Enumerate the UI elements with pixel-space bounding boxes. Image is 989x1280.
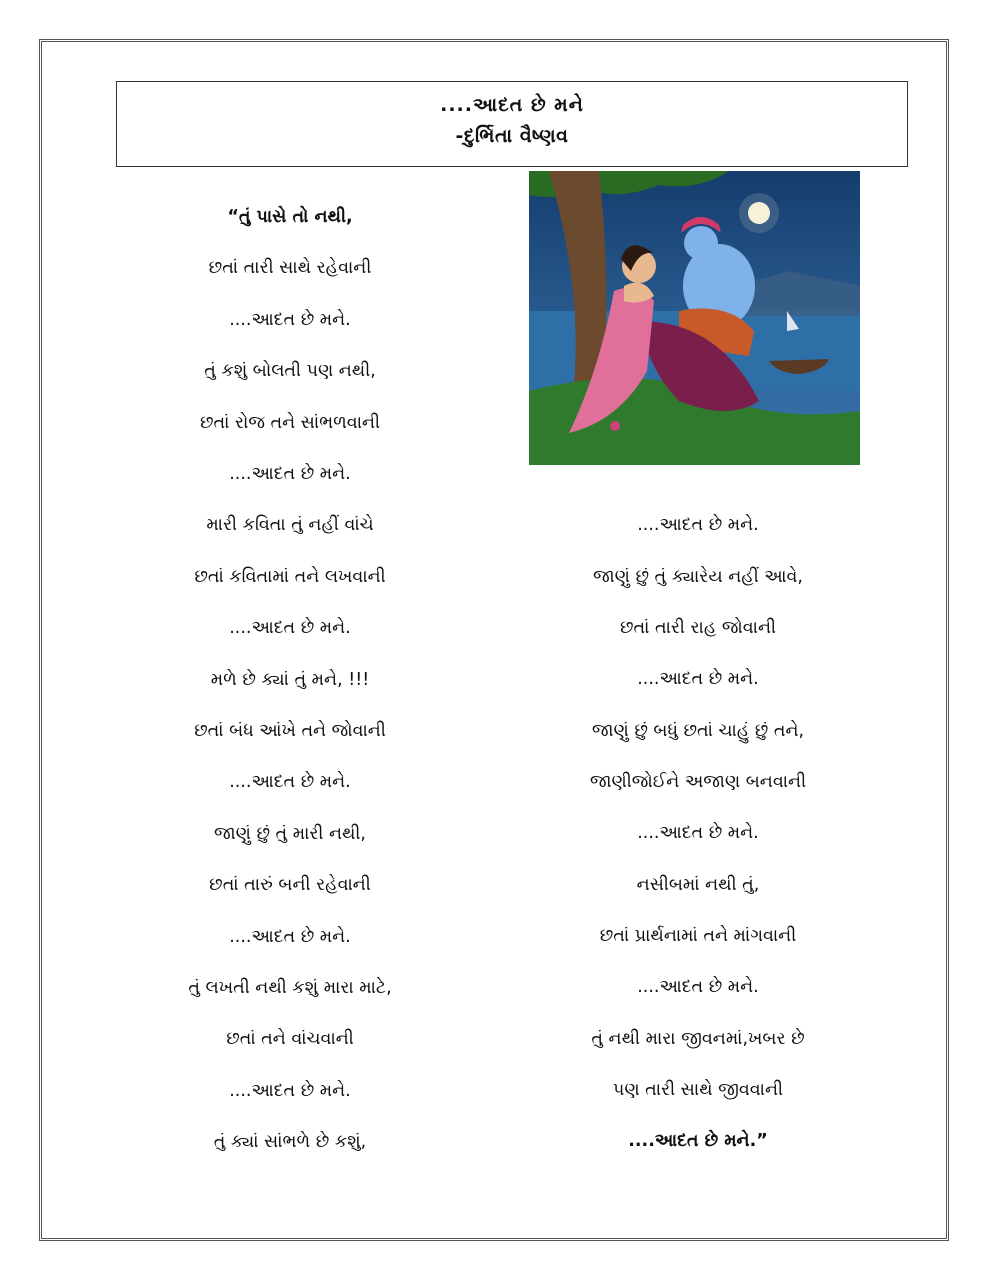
poem-line: ....આદત છે મને.” xyxy=(628,1131,768,1151)
poem-line: ....આદત છે મને. xyxy=(637,977,759,997)
poem-line: પણ તારી સાથે જીવવાની xyxy=(612,1080,784,1100)
poem-line: છતાં તારી રાહ જોવાની xyxy=(620,618,776,638)
poem-line: ....આદત છે મને. xyxy=(229,1081,351,1101)
poem-line: ....આદત છે મને. xyxy=(229,772,351,792)
poem-line: ....આદત છે મને. xyxy=(229,310,351,330)
poem-line: ....આદત છે મને. xyxy=(229,618,351,638)
poem-line: ....આદત છે મને. xyxy=(229,927,351,947)
poem-line: ....આદત છે મને. xyxy=(637,823,759,843)
poem-line: મળે છે ક્યાં તું મને, !!! xyxy=(210,670,370,690)
poem-line: ....આદત છે મને. xyxy=(637,515,759,535)
poem-line: છતાં કવિતામાં તને લખવાની xyxy=(194,567,386,587)
krishna-radha-painting-icon xyxy=(529,171,860,465)
poem-line: તું લખતી નથી કશું મારા માટે, xyxy=(188,978,392,998)
poem-line: છતાં તને વાંચવાની xyxy=(226,1029,354,1049)
poem-line: જાણું છું તું મારી નથી, xyxy=(214,824,366,844)
poem-line: જાણું છું બધું છતાં ચાહું છું તને, xyxy=(591,721,805,741)
poem-line: નસીબમાં નથી તું, xyxy=(636,875,760,895)
poem-line: તું કશું બોલતી પણ નથી, xyxy=(204,361,376,381)
poem-line: મારી કવિતા તું નહીં વાંચે xyxy=(206,515,374,535)
poem-line: તું ક્યાં સાંભળે છે કશું, xyxy=(213,1132,367,1152)
poem-line: જાણીજોઈને અજાણ બનવાની xyxy=(589,772,807,792)
poem-line: “તું પાસે તો નથી, xyxy=(227,207,353,227)
poem-title: ....આદત છે મને xyxy=(440,94,584,116)
poem-line: તું નથી મારા જીવનમાં,ખબર છે xyxy=(591,1029,805,1049)
title-box xyxy=(116,81,908,167)
poem-line: ....આદત છે મને. xyxy=(229,464,351,484)
poem-author: -દુર્ભિતા વૈષ્ણવ xyxy=(455,125,569,147)
poem-line: છતાં પ્રાર્થનામાં તને માંગવાની xyxy=(599,926,797,946)
krishna-radha-illustration xyxy=(529,171,860,465)
poem-line: છતાં તારી સાથે રહેવાની xyxy=(208,258,372,278)
poem-line: છતાં તારું બની રહેવાની xyxy=(209,875,371,895)
poem-line: ....આદત છે મને. xyxy=(637,669,759,689)
poem-line: છતાં બંધ આંખે તને જોવાની xyxy=(194,721,386,741)
poem-line: છતાં રોજ તને સાંભળવાની xyxy=(199,413,381,433)
poem-line: જાણું છું તું ક્યારેય નહીં આવે, xyxy=(593,567,803,587)
